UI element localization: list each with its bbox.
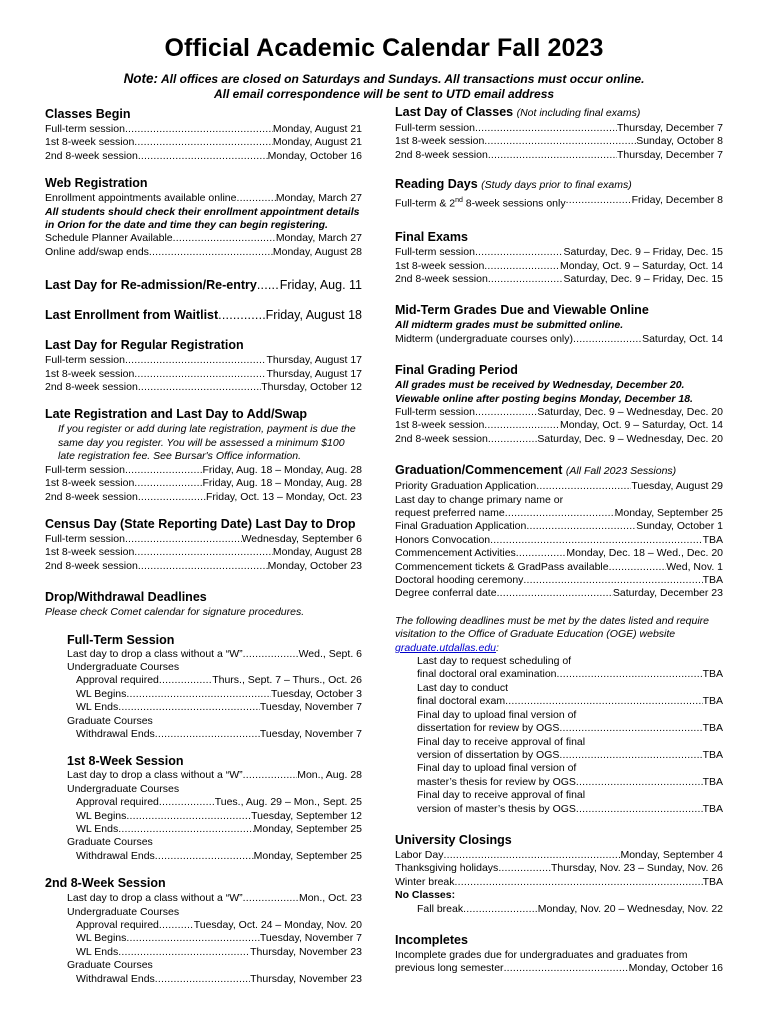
date-row: Fall break ..... Monday, Nov. 20 – Wednesday, Nov. 22 [395, 903, 723, 916]
date-row: Online add/swap ends ..... Monday, August 28 [45, 246, 362, 259]
grad-label: Graduate Courses [67, 714, 153, 727]
incompletes-text: Incomplete grades due for undergraduates and graduates from [395, 948, 688, 961]
date-row: final doctoral exam ..... TBA [395, 695, 723, 708]
date-row: Full-term session ..... Monday, August 21 [45, 123, 362, 136]
grad-label: Graduate Courses [67, 959, 153, 972]
grading-notice-2: Viewable online after posting begins Monday, December 18. [395, 392, 693, 405]
date-row: 1st 8-week session ..... Monday, Oct. 9 – Saturday, Oct. 14 [395, 419, 723, 432]
date-row: Approval required ..... Tues., Aug. 29 – Mon., Sept. 25 [45, 796, 362, 809]
oge-intro: The following deadlines must be met by the dates listed and require visitation to the Office of Graduate Education (OGE) website graduate.utdallas.edu: [395, 614, 710, 654]
date-row: 2nd 8-week session ..... Thursday, October 12 [45, 381, 362, 394]
section-heading: Graduation/Commencement (All Fall 2023 Sessions) [395, 463, 677, 478]
section-reading-days [395, 176, 723, 211]
date-row: dissertation for review by OGS ..... TBA [395, 722, 723, 735]
date-row: Last Enrollment from Waitlist ..... Friday, August 18 [45, 307, 362, 323]
date-row: previous long semester ..... Monday, October 16 [395, 962, 723, 975]
undergrad-label: Undergraduate Courses [67, 905, 180, 918]
date-row: Final Graduation Application ..... Sunday, October 1 [395, 520, 723, 533]
date-row: WL Ends ..... Tuesday, November 7 [45, 701, 362, 714]
undergrad-label: Undergraduate Courses [67, 660, 180, 673]
section-late-registration [45, 406, 362, 503]
section-final-exams [395, 229, 723, 286]
date-row: 2nd 8-week session ..... Thursday, December 7 [395, 149, 723, 162]
section-heading: Last Day of Classes (Not including final exams) [395, 105, 641, 119]
date-row: Withdrawal Ends ..... Tuesday, November 7 [45, 728, 362, 741]
date-row: 1st 8-week session ..... Thursday, August 17 [45, 368, 362, 381]
date-row: Labor Day ..... Monday, September 4 [395, 849, 723, 862]
late-registration-notice: If you register or add during late registration, payment is due the same day you register. You will be assessed a minimum $100 late registration fee. See Bursar's Office information. [58, 423, 356, 463]
date-row: 1st 8-week session ..... Monday, Oct. 9 – Saturday, Oct. 14 [395, 260, 723, 273]
date-row: Last day to drop a class without a “W” ..... Wed., Sept. 6 [45, 648, 362, 661]
oge-item-label: Final day to upload final version of [417, 762, 577, 775]
date-row: request preferred name ..... Monday, September 25 [395, 507, 723, 520]
date-row: Winter break ..... TBA [395, 876, 723, 889]
section-closings [395, 832, 723, 916]
date-row: 2nd 8-week session ..... Monday, October 16 [45, 150, 362, 163]
page-title: Official Academic Calendar Fall 2023 [164, 34, 604, 62]
note-label: Note: [123, 71, 159, 86]
section-heading: Final Exams [395, 230, 468, 245]
section-heading: Census Day (State Reporting Date) Last Day to Drop [45, 516, 356, 531]
date-row: WL Ends ..... Monday, September 25 [45, 823, 362, 836]
section-last-day-classes [395, 104, 723, 162]
date-row: Full-term session ..... Friday, Aug. 18 – Monday, Aug. 28 [45, 464, 362, 477]
grading-notice-1: All grades must be received by Wednesday, December 20. [395, 379, 685, 392]
date-row: 1st 8-week session ..... Monday, August 28 [45, 546, 362, 559]
oge-item-label: Final day to receive approval of final [417, 789, 586, 802]
date-row: master’s thesis for review by OGS ..... TBA [395, 776, 723, 789]
date-row: WL Begins ..... Tuesday, October 3 [45, 688, 362, 701]
date-row: Approval required ..... Tuesday, Oct. 24 – Monday, Nov. 20 [45, 919, 362, 932]
section-drop-withdrawal [45, 589, 362, 986]
date-row: Priority Graduation Application ..... Tuesday, August 29 [395, 480, 723, 493]
date-row: 2nd 8-week session ..... Saturday, Dec. 9 – Wednesday, Dec. 20 [395, 433, 723, 446]
section-web-registration [45, 175, 362, 259]
date-row: Full-term session ..... Thursday, August 17 [45, 354, 362, 367]
date-row: Midterm (undergraduate courses only) ..... Saturday, Oct. 14 [395, 333, 723, 346]
date-row: WL Ends ..... Thursday, November 23 [45, 946, 362, 959]
section-heading: University Closings [395, 832, 512, 847]
date-row: Last day to drop a class without a “W” ..... Mon., Oct. 23 [45, 892, 362, 905]
midterm-notice: All midterm grades must be submitted online. [395, 319, 624, 332]
section-heading: Web Registration [45, 176, 148, 191]
date-row: Honors Convocation ..... TBA [395, 534, 723, 547]
date-row: version of master’s thesis by OGS ..... TBA [395, 803, 723, 816]
section-heading: Last Day for Regular Registration [45, 338, 244, 353]
date-row: WL Begins ..... Tuesday, September 12 [45, 810, 362, 823]
section-final-grading [395, 362, 723, 446]
date-row: version of dissertation by OGS ..... TBA [395, 749, 723, 762]
section-graduation [395, 462, 723, 601]
date-row: Last Day for Re-admission/Re-entry ..... Friday, Aug. 11 [45, 277, 362, 293]
section-readmission [45, 277, 362, 293]
section-classes-begin [45, 106, 362, 163]
date-row: Last day to drop a class without a “W” ..... Mon., Aug. 28 [45, 769, 362, 782]
change-name-label: Last day to change primary name or [395, 493, 564, 506]
section-heading: Drop/Withdrawal Deadlines [45, 590, 207, 605]
grad-label: Graduate Courses [67, 836, 153, 849]
section-incompletes [395, 932, 723, 976]
date-row: 2nd 8-week session ..... Saturday, Dec. 9 – Friday, Dec. 15 [395, 273, 723, 286]
date-row: 1st 8-week session ..... Friday, Aug. 18 – Monday, Aug. 28 [45, 477, 362, 490]
section-oge [395, 615, 723, 816]
date-row: Withdrawal Ends ..... Thursday, November 23 [45, 973, 362, 986]
date-row: final doctoral oral examination ..... TBA [395, 668, 723, 681]
undergrad-label: Undergraduate Courses [67, 782, 180, 795]
note-line-1: All offices are closed on Saturdays and Sundays. All transactions must occur online. [160, 72, 645, 86]
date-row: Enrollment appointments available online ..... Monday, March 27 [45, 192, 362, 205]
oge-item-label: Last day to request scheduling of [417, 655, 572, 668]
note [0, 71, 768, 102]
date-row: Doctoral hooding ceremony ..... TBA [395, 574, 723, 587]
oge-website-link[interactable]: graduate.utdallas.edu [395, 641, 496, 654]
oge-item-label: Final day to receive approval of final [417, 735, 586, 748]
date-row: Schedule Planner Available ..... Monday, March 27 [45, 232, 362, 245]
second-8-week-heading: 2nd 8-Week Session [45, 876, 166, 891]
section-midterm [395, 302, 723, 346]
note-line-2: All email correspondence will be sent to UTD email address [213, 87, 555, 101]
date-row: Full-term session ..... Wednesday, September 6 [45, 533, 362, 546]
date-row: WL Begins ..... Tuesday, November 7 [45, 932, 362, 945]
date-row: Withdrawal Ends ..... Monday, September 25 [45, 850, 362, 863]
section-heading: Late Registration and Last Day to Add/Swap [45, 407, 308, 422]
section-heading: Incompletes [395, 932, 468, 947]
section-census [45, 516, 362, 573]
date-row: Approval required ..... Thurs., Sept. 7 – Thurs., Oct. 26 [45, 674, 362, 687]
date-row: Commencement tickets & GradPass available ..... Wed, Nov. 1 [395, 561, 723, 574]
date-row: 2nd 8-week session ..... Monday, October 23 [45, 560, 362, 573]
oge-item-label: Final day to upload final version of [417, 708, 577, 721]
drop-notice: Please check Comet calendar for signature procedures. [45, 606, 305, 619]
full-term-heading: Full-Term Session [67, 632, 175, 647]
date-row: Thanksgiving holidays ..... Thursday, Nov. 23 – Sunday, Nov. 26 [395, 862, 723, 875]
section-heading: Final Grading Period [395, 363, 518, 378]
section-heading: Reading Days (Study days prior to final exams) [395, 177, 632, 192]
section-regular-registration [45, 337, 362, 394]
date-row: Full-term session ..... Saturday, Dec. 9 – Wednesday, Dec. 20 [395, 406, 723, 419]
left-column [45, 106, 362, 998]
first-8-week-heading: 1st 8-Week Session [67, 754, 184, 769]
date-row: Full-term session ..... Thursday, December 7 [395, 122, 723, 135]
date-row: Full-term session ..... Saturday, Dec. 9 – Friday, Dec. 15 [395, 246, 723, 259]
no-classes-label: No Classes: [395, 889, 456, 902]
date-row: Full-term & 2nd 8-week sessions only ..... Friday, December 8 [395, 194, 723, 211]
date-row: Degree conferral date ..... Saturday, December 23 [395, 587, 723, 600]
date-row: 1st 8-week session ..... Monday, August 21 [45, 136, 362, 149]
date-row: Commencement Activities ..... Monday, Dec. 18 – Wed., Dec. 20 [395, 547, 723, 560]
oge-item-label: Last day to conduct [417, 681, 509, 694]
registration-notice: All students should check their enrollment appointment details in Orion for the date and time they can begin registering. [45, 205, 360, 232]
section-heading: Mid-Term Grades Due and Viewable Online [395, 303, 649, 318]
date-row: 1st 8-week session ..... Sunday, October 8 [395, 135, 723, 148]
date-row: 2nd 8-week session ..... Friday, Oct. 13 – Monday, Oct. 23 [45, 491, 362, 504]
right-column [395, 106, 723, 988]
section-heading: Classes Begin [45, 107, 131, 121]
section-waitlist [45, 307, 362, 323]
